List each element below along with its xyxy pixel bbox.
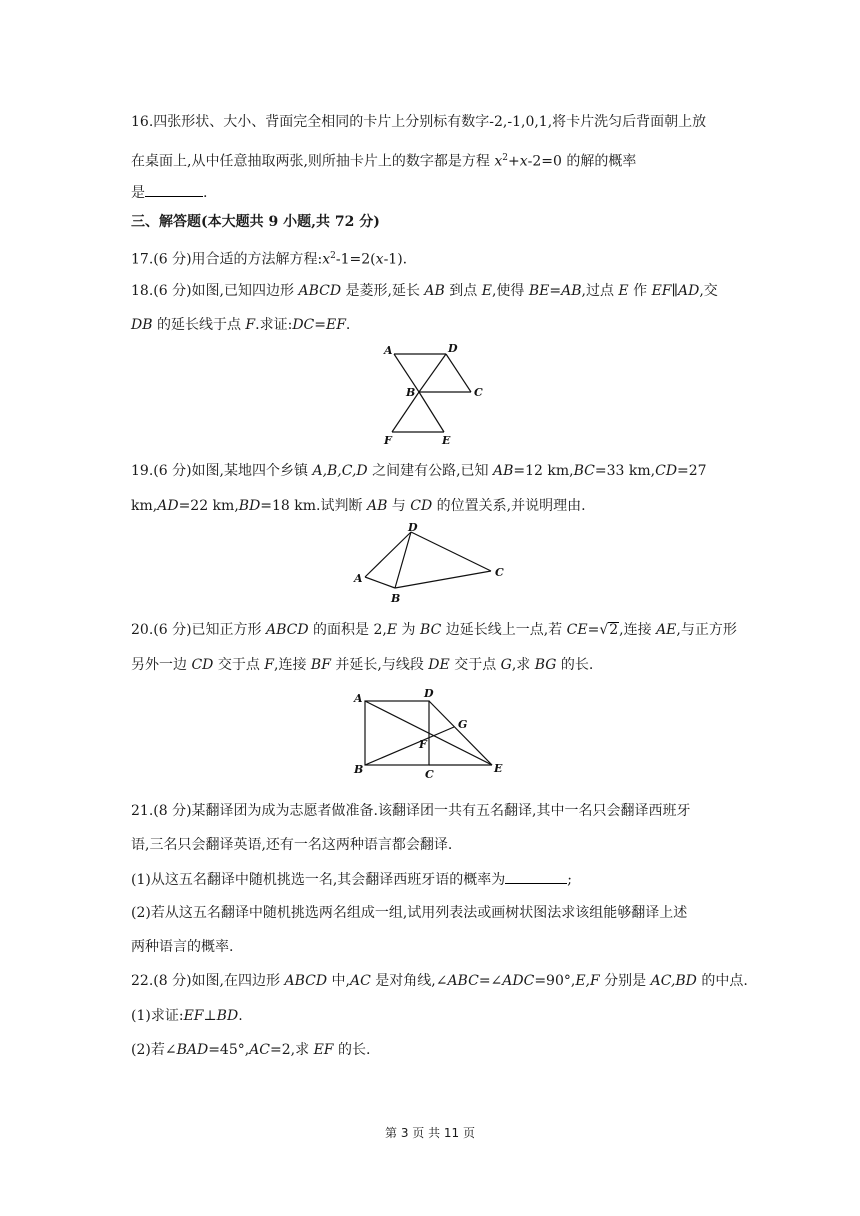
sqrt-radicand: 2: [609, 622, 619, 638]
q19-text: =18 km.试判断: [260, 498, 367, 514]
q18-label-d: D: [448, 342, 458, 355]
q16-text: 在桌面上,从中任意抽取两张,则所抽卡片上的数字都是方程: [131, 153, 495, 170]
q21-line-1: 21.(8 分)某翻译团为成为志愿者做准备.该翻译团一共有五名翻译,其中一名只会翻译西班牙: [131, 803, 691, 819]
q19-math: AD: [157, 498, 179, 514]
q20-label-a: A: [354, 692, 363, 705]
q16-math: x: [519, 153, 528, 170]
q19-text: =22 km,: [178, 498, 239, 514]
q16-line-1: 16.四张形状、大小、背面完全相同的卡片上分别标有数字-2,-1,0,1,将卡片洗匀后背面朝上放: [131, 114, 707, 130]
q20-math: F: [264, 657, 275, 673]
q18-figure-lines: [392, 354, 471, 432]
q22-text: (1)求证:: [131, 1008, 184, 1024]
q18-text: ,使得: [491, 283, 529, 299]
q22-text: =∠: [478, 973, 503, 989]
q16-text: .: [203, 185, 208, 201]
q21-line-2: 语,三名只会翻译英语,还有一名这两种语言都会翻译.: [131, 837, 453, 853]
q21-text: ;: [567, 872, 572, 888]
q22-math: ABCD: [284, 973, 328, 989]
q18-text: 作: [628, 283, 652, 299]
q19-figure: [345, 522, 515, 606]
q18-text: 是菱形,延长: [341, 283, 425, 299]
q22-text: (2)若∠: [131, 1042, 177, 1058]
q18-math: F: [245, 317, 256, 333]
q20-line-2: [131, 655, 593, 675]
q18-math: E: [618, 283, 629, 299]
q22-math: EF⊥BD: [183, 1008, 239, 1024]
q19-line-1: [131, 461, 707, 481]
q22-text: 的长.: [333, 1042, 371, 1058]
q22-text: 的中点.: [696, 973, 748, 989]
q18-figure-svg: [370, 340, 490, 450]
q21-text: (1)从这五名翻译中随机挑选一名,其会翻译西班牙语的概率为: [131, 872, 506, 888]
q22-math: ABC: [447, 973, 479, 989]
q19-math: BC: [573, 463, 595, 479]
q21-line-5: 两种语言的概率.: [131, 939, 234, 955]
q22-line-2: [131, 1006, 243, 1026]
q20-label-b: B: [354, 763, 364, 776]
q18-math: EF∥AD: [651, 283, 700, 299]
q19-label-d: D: [408, 522, 418, 534]
q20-figure: [345, 684, 515, 782]
q18-label-e: E: [442, 434, 451, 447]
q19-text: =33 km,: [594, 463, 656, 479]
q20-math: CD: [191, 657, 214, 673]
q17-text: -1=2(: [335, 251, 376, 268]
q22-math: AC,BD: [650, 973, 697, 989]
q20-text: ,连接: [274, 657, 311, 673]
q18-label-c: C: [474, 386, 483, 399]
q18-label-b: B: [406, 386, 416, 399]
q22-math: AC: [349, 973, 371, 989]
q16-text: +: [508, 153, 520, 170]
answer-blank[interactable]: [505, 869, 567, 884]
q20-math: BF: [310, 657, 331, 673]
q18-line-2: [131, 315, 350, 335]
q20-text: ,求: [511, 657, 535, 673]
q20-text: 交于点: [449, 657, 501, 673]
q17-text: 17.(6 分)用合适的方法解方程:: [131, 251, 323, 268]
q20-line-1: [131, 620, 737, 640]
q20-text: 为: [397, 622, 421, 638]
q18-text: 到点: [444, 283, 482, 299]
q18-line-1: [131, 281, 718, 301]
section-3-heading: 三、解答题(本大题共 9 小题,共 72 分): [131, 214, 380, 230]
q20-text: 另外一边: [131, 657, 192, 673]
q18-figure: [370, 340, 490, 450]
q22-math: ADC: [502, 973, 535, 989]
q20-label-c: C: [425, 768, 434, 781]
q22-text: 22.(8 分)如图,在四边形: [131, 973, 285, 989]
q19-text: 之间建有公路,已知: [367, 463, 493, 479]
q18-math: BE=AB: [528, 283, 582, 299]
q16-text: -2=0 的解的概率: [527, 153, 637, 170]
q22-text: =45°,: [208, 1042, 250, 1058]
q20-text: 的长.: [556, 657, 594, 673]
q19-math: AB: [493, 463, 514, 479]
q20-text: 边延长线上一点,若: [441, 622, 567, 638]
q20-text: ,与正方形: [676, 622, 737, 638]
q20-figure-lines: [365, 701, 492, 765]
q16-text: 是: [131, 185, 145, 201]
q22-text: 是对角线,∠: [370, 973, 448, 989]
q19-math: AB: [366, 498, 388, 514]
q21-line-3: [131, 869, 572, 890]
q19-text: =12 km,: [513, 463, 574, 479]
q19-label-b: B: [391, 592, 401, 605]
q17-sup: 2: [330, 251, 336, 261]
q17-math: x: [322, 251, 331, 268]
q20-label-e: E: [494, 762, 503, 775]
q20-text: ,连接: [619, 622, 657, 638]
q18-text: .求证:: [255, 317, 293, 333]
q20-text: 的面积是 2,: [308, 622, 387, 638]
q21-line-4: (2)若从这五名翻译中随机挑选两名组成一组,试用列表法或画树状图法求该组能够翻译上述: [131, 905, 688, 921]
q19-math: BD: [238, 498, 261, 514]
q20-label-d: D: [424, 687, 434, 700]
q22-math: EF: [313, 1042, 334, 1058]
q17-math: x: [375, 251, 384, 268]
q20-label-g: G: [458, 718, 468, 731]
q19-label-a: A: [354, 572, 363, 585]
q16-math: x: [494, 153, 503, 170]
q17-line: [131, 246, 407, 270]
sqrt-sign: √: [599, 622, 609, 638]
q18-label-f: F: [384, 434, 392, 447]
q22-line-3: [131, 1040, 370, 1060]
q20-math: E: [386, 622, 398, 638]
q19-line-2: [131, 496, 586, 516]
q22-text: 中,: [327, 973, 350, 989]
q18-text: ,交: [699, 283, 718, 299]
q19-text: km,: [131, 498, 158, 514]
q19-text: 的位置关系,并说明理由.: [432, 498, 586, 514]
q20-math: ABCD: [266, 622, 309, 638]
q19-label-c: C: [495, 566, 504, 579]
q22-math: E,F: [575, 973, 600, 989]
page-footer: 第 3 页 共 11 页: [385, 1126, 475, 1140]
q20-text: =: [587, 622, 600, 638]
q18-math: E: [481, 283, 492, 299]
q22-math: AC: [249, 1042, 271, 1058]
q16-line-2: [131, 148, 636, 172]
q20-text: 20.(6 分)已知正方形: [131, 622, 266, 638]
q18-math: DB: [131, 317, 153, 333]
q20-text: 交于点: [213, 657, 265, 673]
q18-label-a: A: [384, 344, 393, 357]
q20-math: BC: [420, 622, 442, 638]
q18-text: 的延长线于点: [152, 317, 246, 333]
q18-text: .: [345, 317, 351, 333]
q20-math: CE: [566, 622, 588, 638]
q17-text: -1).: [383, 251, 408, 268]
q18-text: 18.(6 分)如图,已知四边形: [131, 283, 299, 299]
q18-math: ABCD: [298, 283, 342, 299]
q16-line-3: [131, 182, 207, 203]
q19-figure-lines: [365, 532, 491, 588]
q22-math: BAD: [176, 1042, 209, 1058]
q19-math: A,B,C,D: [312, 463, 368, 479]
q20-math: DE: [428, 657, 450, 673]
q22-text: =90°,: [534, 973, 576, 989]
q16-sup: 2: [502, 153, 508, 163]
q20-math: BG: [534, 657, 557, 673]
q20-text: 并延长,与线段: [330, 657, 429, 673]
q20-figure-svg: [345, 684, 515, 782]
q18-text: ,过点: [581, 283, 619, 299]
q19-text: =27: [677, 463, 707, 479]
q20-math: AE: [656, 622, 677, 638]
q22-text: =2,求: [270, 1042, 314, 1058]
q19-text: 19.(6 分)如图,某地四个乡镇: [131, 463, 313, 479]
answer-blank[interactable]: [145, 182, 203, 197]
q20-math: G: [500, 657, 512, 673]
q19-figure-svg: [345, 522, 515, 606]
q20-label-f: F: [419, 738, 427, 751]
q19-math: CD: [655, 463, 678, 479]
q22-text: .: [238, 1008, 243, 1024]
q18-math: DC=EF: [292, 317, 346, 333]
q18-math: AB: [424, 283, 445, 299]
q22-text: 分别是: [599, 973, 651, 989]
q19-text: 与: [387, 498, 411, 514]
q22-line-1: [131, 971, 748, 991]
q19-math: CD: [410, 498, 433, 514]
